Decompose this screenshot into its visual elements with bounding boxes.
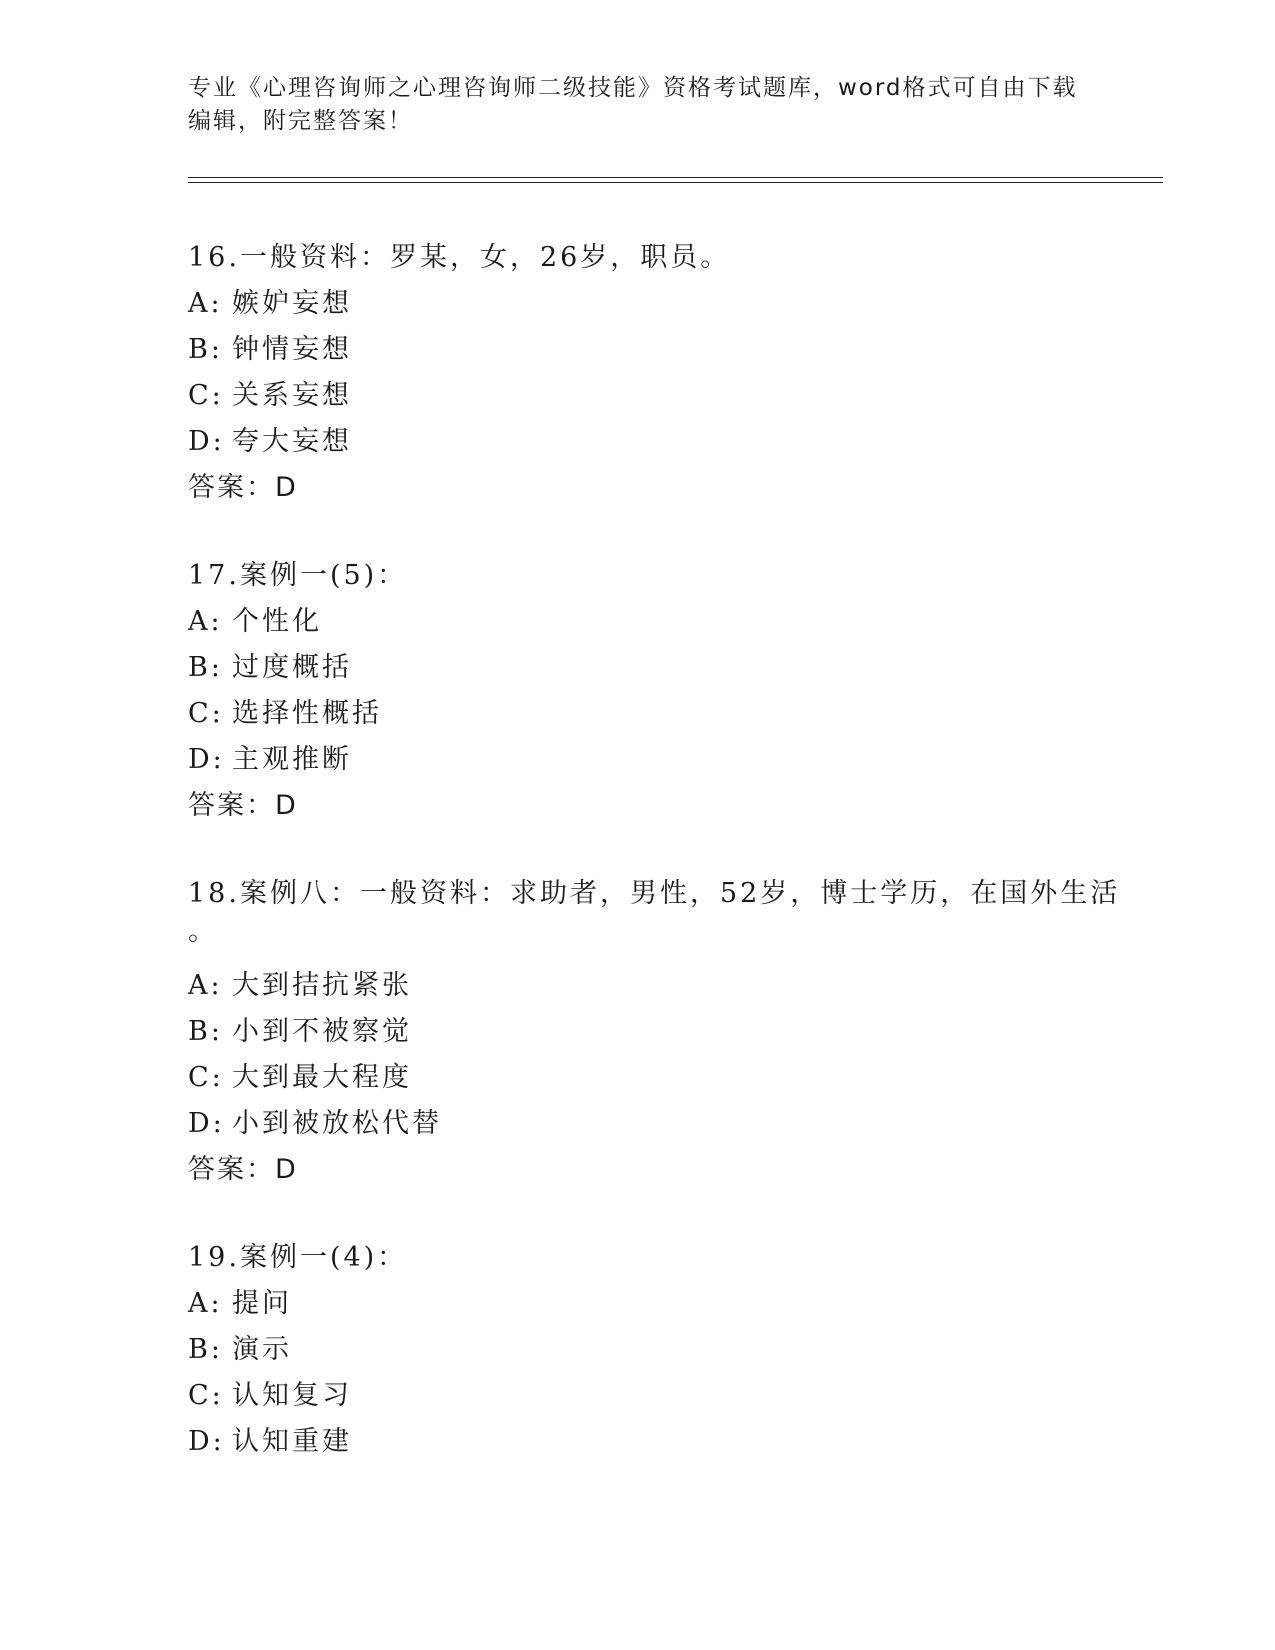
option-letter: B: [188,1334,223,1365]
question-19 [188,1235,1148,1465]
option-text: 演示 [232,1334,292,1365]
option-text: 嫉妒妄想 [232,288,352,319]
option-b [188,327,1148,373]
option-d [188,1101,1148,1147]
option-a [188,1281,1148,1327]
option-b [188,645,1148,691]
option-c [188,1055,1148,1101]
option-letter: D: [188,426,225,457]
answer-line: 答案：D [188,790,298,821]
option-a [188,599,1148,645]
option-c [188,373,1148,419]
option-letter: D: [188,1426,225,1457]
header-divider-top [188,177,1163,178]
option-b [188,1009,1148,1055]
option-text: 夸大妄想 [232,426,352,457]
answer-line: 答案：D [188,472,298,503]
option-letter: B: [188,652,223,683]
option-text: 大到拮抗紧张 [232,970,412,1001]
question-stem: 18.案例八：一般资料：求助者，男性，52岁，博士学历，在国外生活 [188,878,1121,909]
option-c [188,1373,1148,1419]
option-text: 大到最大程度 [232,1062,412,1093]
option-text: 过度概括 [232,652,352,683]
option-letter: B: [188,1016,223,1047]
option-letter: D: [188,744,225,775]
option-text: 小到不被察觉 [232,1016,412,1047]
option-text: 小到被放松代替 [232,1108,442,1139]
option-text: 提问 [232,1288,292,1319]
option-letter: C: [188,380,224,411]
question-17 [188,553,1148,829]
option-letter: C: [188,1380,224,1411]
option-text: 个性化 [232,606,322,637]
header-line-2: 编辑，附完整答案！ [188,108,413,134]
option-d [188,737,1148,783]
option-letter: A: [188,288,223,319]
answer-line: 答案：D [188,1154,298,1185]
option-letter: C: [188,698,224,729]
option-letter: D: [188,1108,225,1139]
option-b [188,1327,1148,1373]
option-letter: A: [188,970,223,1001]
option-text: 钟情妄想 [232,334,352,365]
option-c [188,691,1148,737]
question-18 [188,871,1148,1193]
question-stem: 16.一般资料：罗某，女，26岁，职员。 [188,242,731,273]
question-list [188,235,1148,1507]
option-text: 选择性概括 [232,698,382,729]
option-d [188,1419,1148,1465]
option-letter: B: [188,334,223,365]
option-letter: A: [188,1288,223,1319]
question-16 [188,235,1148,511]
option-letter: A: [188,606,223,637]
option-text: 认知复习 [232,1380,352,1411]
question-stem: 17.案例一(5)： [188,560,408,591]
option-text: 认知重建 [232,1426,352,1457]
option-text: 关系妄想 [232,380,352,411]
option-a [188,281,1148,327]
question-stem: 19.案例一(4)： [188,1242,408,1273]
question-stem-continuation: 。 [188,916,215,947]
option-letter: C: [188,1062,224,1093]
option-a [188,963,1148,1009]
option-d [188,419,1148,465]
document-header [188,72,1088,138]
header-divider-bottom [188,182,1163,183]
header-line-1: 专业《心理咨询师之心理咨询师二级技能》资格考试题库，word格式可自由下载 [188,75,1078,101]
option-text: 主观推断 [232,744,352,775]
